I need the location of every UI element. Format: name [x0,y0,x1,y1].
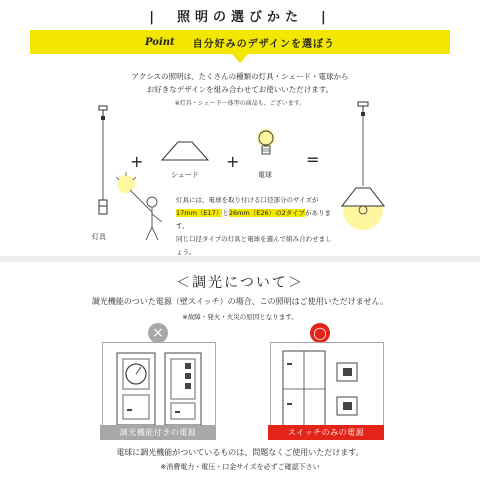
assembled-lamp-illustration [334,100,394,232]
point-banner [30,30,450,54]
dimmer-switch-panel [102,342,216,434]
dimmer-switch-drawing [103,343,215,433]
ok-label: スイッチのみの電源 [268,425,384,440]
footer-line-2: ※消費電力・電圧・口金サイズを必ずご確認下さい [160,463,320,471]
notice-line-2 [176,207,336,233]
ng-cross-icon: × [148,323,168,343]
socket-notice [176,194,336,259]
intro-note: ※灯具・シェード一体型の商品も、ございます。 [174,100,306,107]
intro-line-1: アクシスの照明は、たくさんの種類の灯具・シェード・電球から [131,72,349,81]
section-divider [0,256,480,262]
notice-line-2-tail: があります。 [176,209,331,230]
notice-size-e26: 26mm（E26）の2タイプ [228,209,305,217]
fixture-caption: 灯具 [92,233,106,241]
ng-label: 調光機能付きの電源 [100,425,216,440]
point-text: 自分好みのデザインを選ぼう [192,38,335,50]
equals-sign: = [306,150,320,169]
dimmer-note: ※故障・発火・火災の原因となります。 [182,313,298,321]
dimmer-heading: ＜調光について＞ [176,275,304,291]
shade-illustration [160,138,210,164]
pendant-fixture-illustration [88,104,118,224]
person-illustration [116,172,172,242]
ok-circle-icon: ◯ [310,323,330,343]
notice-size-e17: 17mm（E17） [176,209,223,217]
point-label: Point [145,36,175,48]
intro-text [0,70,480,96]
bulb-illustration [254,126,278,166]
notice-line-1: 灯具には、電球を取り付ける口径部分のサイズが [176,196,319,204]
notice-and: と [222,209,229,217]
notice-line-3: 同じ口径タイプの灯具と電球を選んで組み合わせましょう。 [176,235,332,256]
plus-sign-1: + [130,152,144,171]
simple-switch-panel [270,342,384,434]
dimmer-body: 調光機能のついた電源（壁スイッチ）の場合、この照明はご使用いただけません。 [91,297,389,306]
plus-sign-2: + [226,152,240,171]
shade-caption: シェード [171,171,199,179]
simple-switch-drawing [271,343,383,433]
page-title-text: 照明の選びかた [176,10,303,25]
title-bar-left: | [149,10,177,25]
footer-line-1: 電球に調光機能がついているものは、問題なくご使用いただけます。 [116,448,364,457]
title-bar-right: | [303,10,331,25]
intro-line-2: お好きなデザインを組み合わせてお使いいただけます。 [146,85,334,94]
page-title [0,6,480,25]
point-banner-pointer [232,54,248,64]
bulb-caption: 電球 [258,171,272,179]
